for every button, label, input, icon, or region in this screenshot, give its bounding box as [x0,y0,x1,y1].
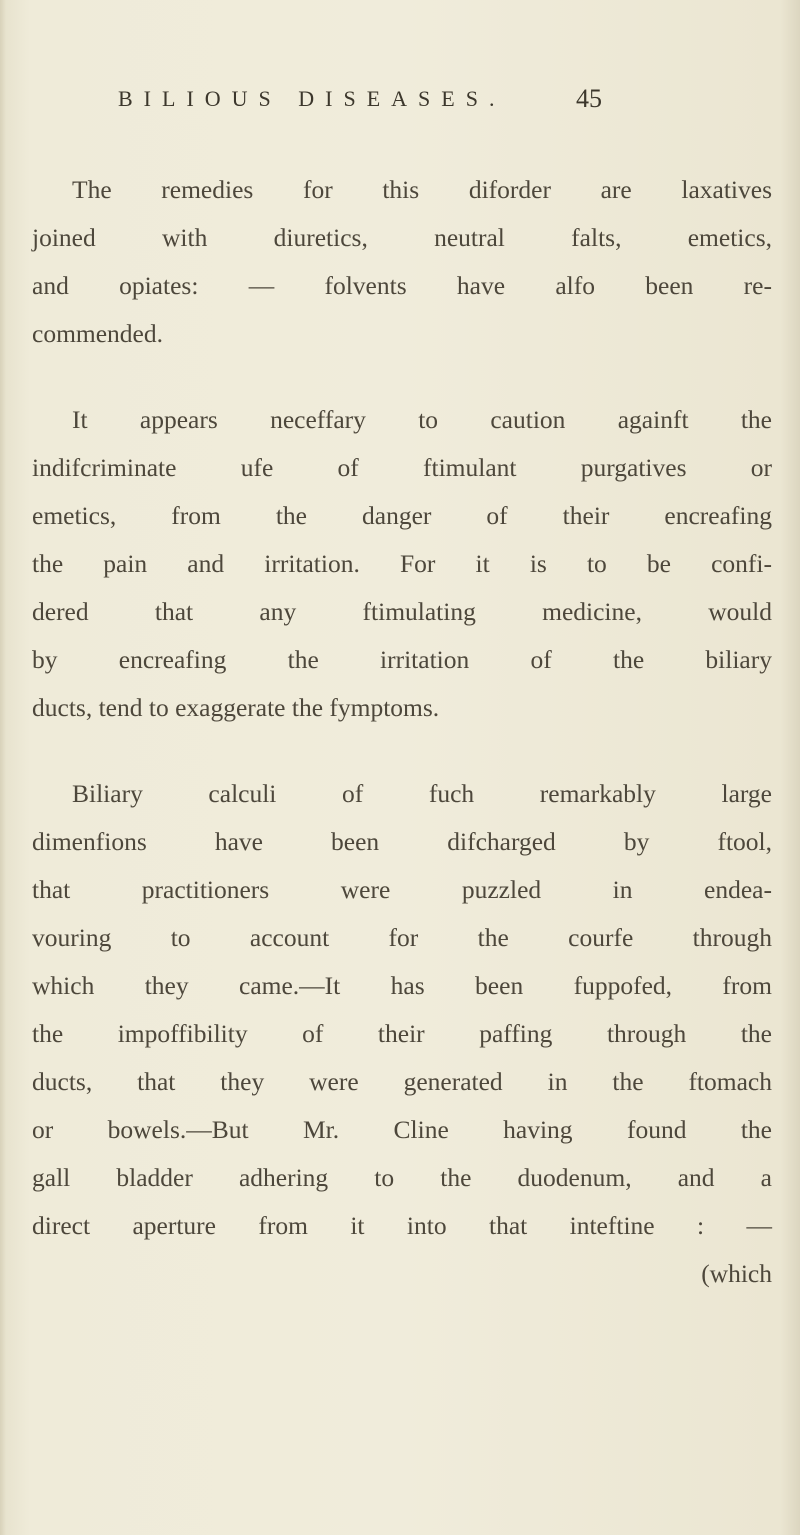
text-line: ducts, tend to exaggerate the fymptoms. [32,693,440,722]
text-line: the impoffibility of their paffing through the [32,1019,772,1048]
text-line: dimenfions have been difcharged by ftool, [32,827,772,856]
text-line: and opiates: — folvents have alfo been re- [32,271,772,300]
text-line: ducts, that they were generated in the ftomach [32,1067,772,1096]
text-line: joined with diuretics, neutral falts, emetics, [32,223,772,252]
text-line: that practitioners were puzzled in endea- [32,875,772,904]
text-line: The remedies for this diforder are laxatives [72,175,772,204]
text-line: Biliary calculi of fuch remarkably large [72,779,772,808]
text-line: direct aperture from it into that inteftine : — [32,1211,772,1240]
page-number: 45 [576,84,602,113]
text-line: by encreafing the irritation of the biliary [32,645,772,674]
text-line: indifcriminate ufe of ftimulant purgatives or [32,453,772,482]
text-line: commended. [32,319,163,348]
text-line: emetics, from the danger of their encreafing [32,501,772,530]
catchword: (which [701,1259,772,1288]
text-line: which they came.—It has been fuppofed, from [32,971,772,1000]
page-edge-shadow [0,0,6,1535]
text-line: the pain and irritation. For it is to be confi- [32,549,772,578]
text-line: vouring to account for the courfe through [32,923,772,952]
running-head [118,86,678,120]
text-line: gall bladder adhering to the duodenum, and a [32,1163,772,1192]
text-line: or bowels.—But Mr. Cline having found the [32,1115,772,1144]
running-head-title: BILIOUS DISEASES. [118,86,506,111]
text-line: dered that any ftimulating medicine, would [32,597,772,626]
text-line: It appears neceffary to caution againft the [72,405,772,434]
